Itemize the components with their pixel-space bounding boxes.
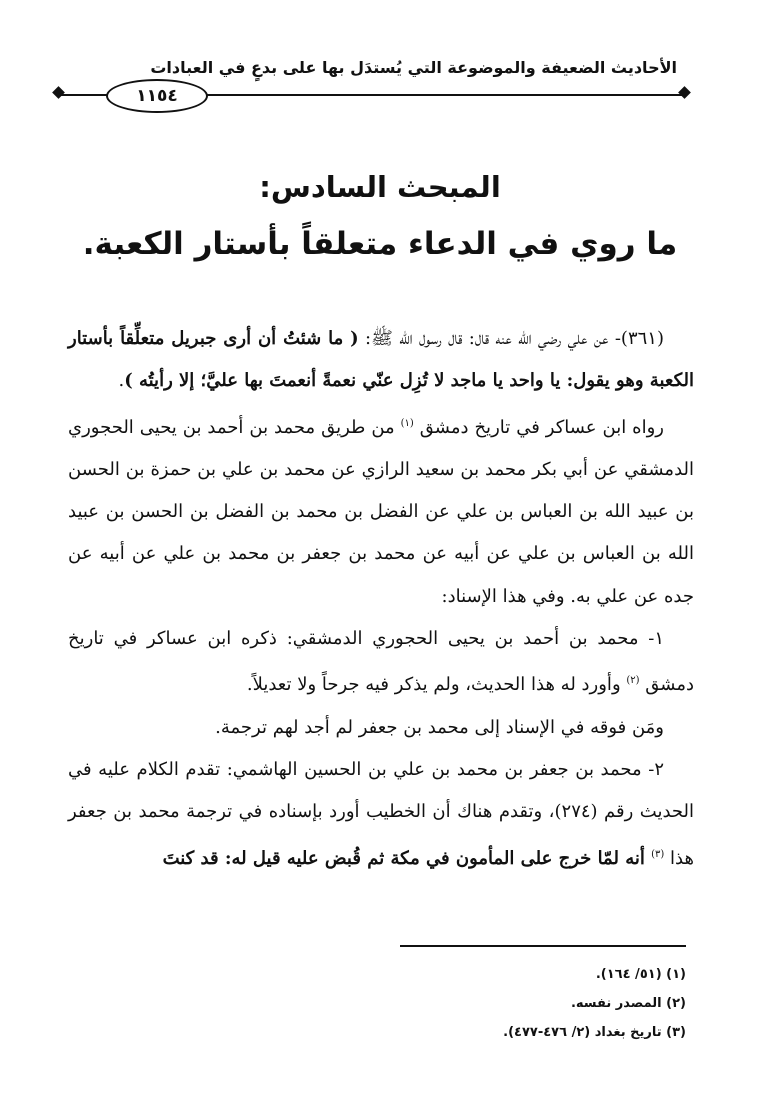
footnote-2: (٢) المصدر نفسه. — [570, 996, 686, 1011]
footnote-ref-3: (٣) — [651, 848, 665, 860]
diamond-ornament-left — [52, 86, 65, 99]
footnote-3: (٣) تاريخ بغداد (٢/ ٤٧٦-٤٧٧). — [503, 1025, 686, 1040]
footnote-divider — [400, 945, 686, 947]
section-subtitle: ما روي في الدعاء متعلقاً بأستار الكعبة. — [82, 226, 678, 262]
diamond-ornament-right — [678, 86, 691, 99]
takhrij-text-a: رواه ابن عساكر في تاريخ دمشق — [413, 416, 664, 438]
hadith-paragraph — [68, 318, 694, 403]
takhrij-paragraph — [68, 403, 694, 618]
footnote-1: (١) (٥١/ ١٦٤). — [595, 967, 686, 982]
hadith-end: . — [118, 370, 125, 392]
body-text — [68, 318, 694, 880]
footnotes — [68, 960, 686, 1047]
footnote-ref-1: (١) — [400, 417, 414, 429]
narrator-item-2-text-a: ٢- محمد بن جعفر بن محمد بن علي بن الحسين الهاشمي: تقدم الكلام عليه في الحديث رقم (٢٧٤)، وتقدم هناك أن الخطيب أورد بإسناده في ترجمة محمد بن جعفر هذا — [68, 758, 695, 869]
hadith-text: ( ما شئتُ أن أرى جبريل متعلِّقاً بأستار الكعبة وهو يقول: يا واحد يا ماجد لا تُزِل عنّي نعمةً أنعمتَ بها عليَّ؛ إلا رأيتُه ) — [68, 328, 694, 392]
narrator-item-2-text-b: أنه لمّا خرج على المأمون في مكة ثم قُبض عليه قيل له: قد كنتَ — [162, 847, 652, 869]
narrator-item-1-text-b: وأورد له هذا الحديث، ولم يذكر فيه جرحاً ولا تعديلاً. — [246, 674, 627, 696]
page-number — [106, 79, 208, 113]
narrator-item-1 — [68, 618, 694, 707]
hadith-intro: (٣٦١)- عن علي رضي الله عنه قال: قال رسول الله ﷺ: — [358, 328, 664, 349]
narrator-item-1-text-a: ١- محمد بن أحمد بن يحيى الحجوري الدمشقي: ذكره ابن عساكر في تاريخ دمشق — [68, 628, 694, 696]
takhrij-text-b: من طريق محمد بن أحمد بن يحيى الحجوري الدمشقي عن أبي بكر محمد بن سعيد الرازي عن محمد بن علي بن حمزة بن الحسن بن عبيد الله بن العباس بن علي عن الفضل بن محمد بن الفضل بن الحسن بن عبيد الله بن العباس بن علي عن أبيه عن محمد بن جعفر بن محمد بن علي عن أبيه عن جده عن علي به. وفي هذا الإسناد: — [68, 416, 694, 607]
narrators-above-paragraph: ومَن فوقه في الإسناد إلى محمد بن جعفر لم أجد لهم ترجمة. — [215, 716, 664, 738]
page-number-text: ١١٥٤ — [136, 86, 178, 106]
narrator-item-2 — [68, 749, 694, 880]
footnote-ref-2: (٢) — [626, 675, 640, 687]
running-title: الأحاديث الضعيفة والموضوعة التي يُستدَل بها على بدعٍ في العبادات — [150, 58, 677, 77]
section-title: المبحث السادس: — [259, 170, 501, 204]
